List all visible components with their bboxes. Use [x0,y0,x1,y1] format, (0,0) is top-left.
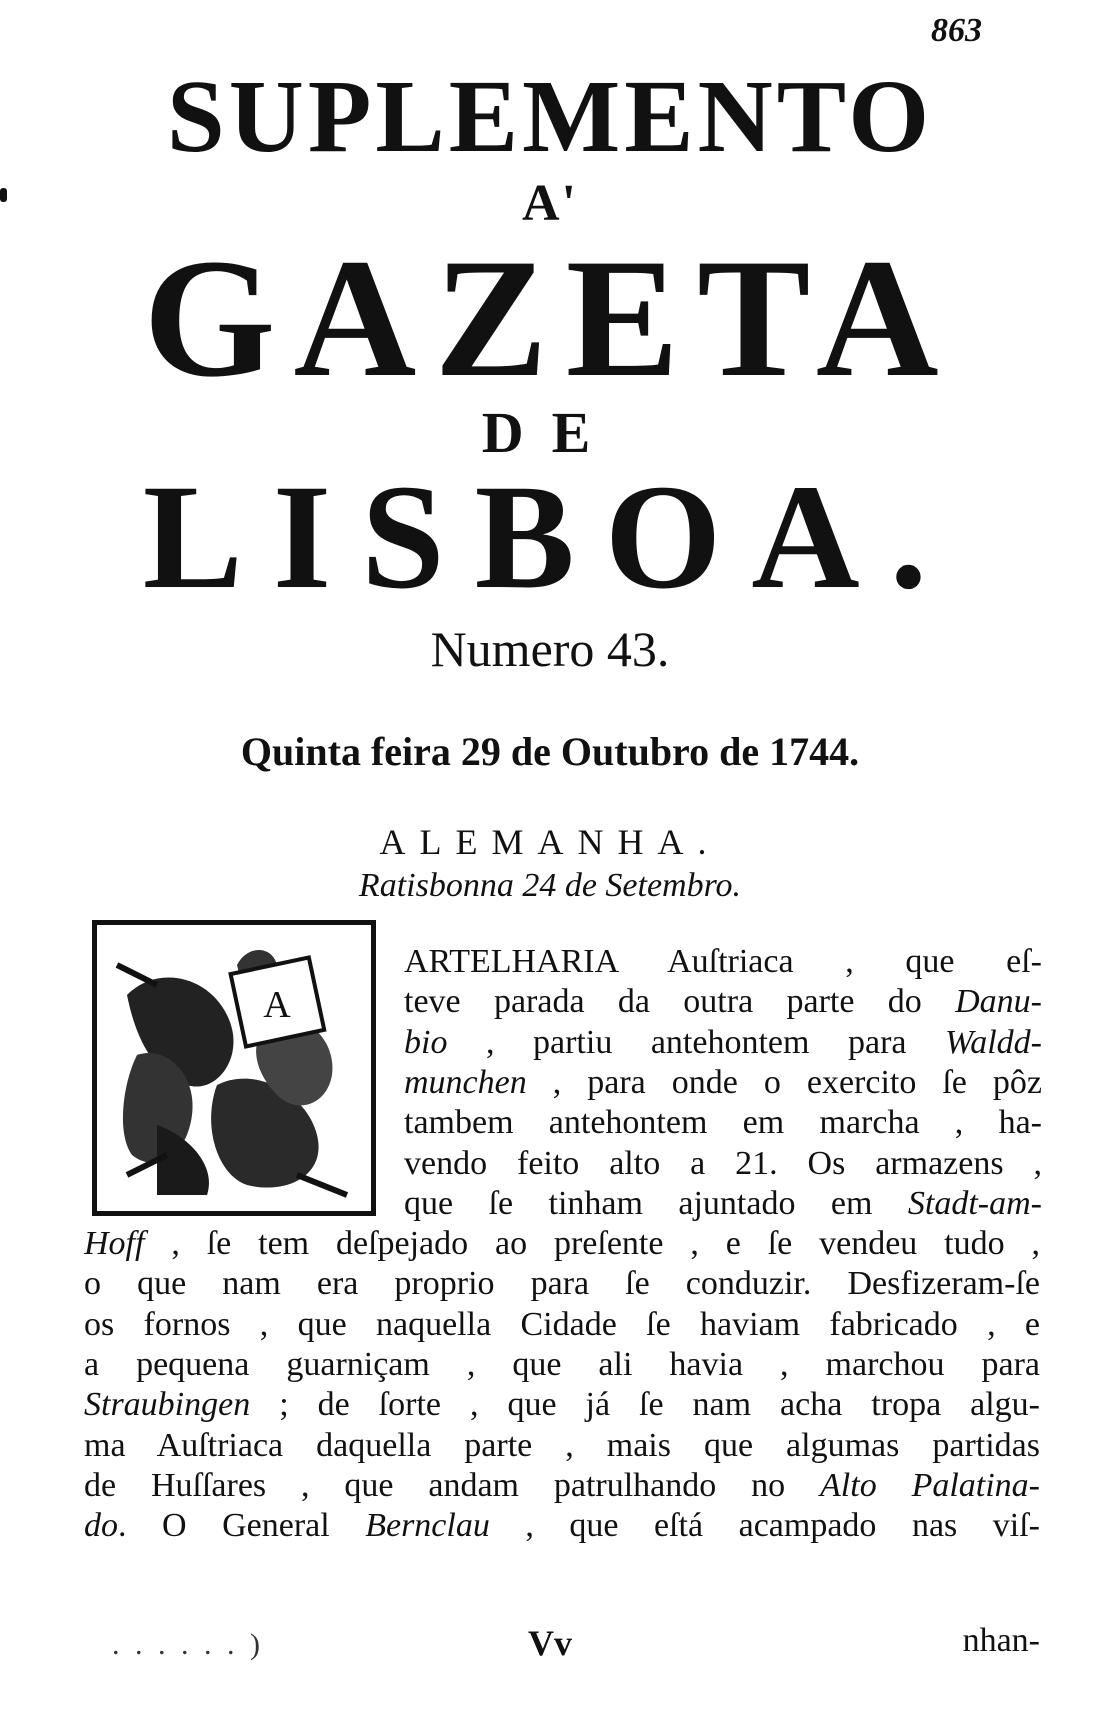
body-line [84,1506,1040,1546]
body-text-segment: o que nam era proprio para ſe conduzir. Desfizeram-ſe [84,1265,1040,1303]
body-line [84,1426,1040,1466]
body-text-segment: ARTELHARIA Auſtriaca , que eſ- [404,943,1042,980]
italic-text: bio [404,1023,448,1061]
body-text-segment: que ſe tinham ajuntado em [404,1184,908,1222]
body-line [404,1184,1042,1224]
body-text-segment: ; de ſorte , que já ſe nam acha tropa algu- [250,1386,1040,1424]
masthead-de: DE [481,400,619,465]
issue-date: Quinta feira 29 de Outubro de 1744. [240,729,860,774]
body-text-segment: vendo feito alto a 21. Os armazens , [404,1144,1042,1182]
body-line [84,1385,1040,1425]
italic-text: Straubingen [84,1386,251,1424]
masthead-a: A' [522,175,578,232]
masthead-suplemento: SUPLEMENTO [166,59,934,174]
initial-letter: A [263,984,291,1026]
body-text-segment: . O General [118,1507,366,1545]
body-text-segment: a pequena guarniçam , que ali havia , marchou para [84,1346,1040,1383]
body-line [84,1264,1040,1304]
body-line [84,1305,1040,1345]
body-text-segment: , partiu antehontem para [447,1023,946,1061]
section-heading: ALEMANHA. [379,822,721,862]
body-text-segment: , para onde o exercito ſe pôz [526,1063,1042,1101]
decorated-initial [92,920,376,1216]
body-line [404,942,1042,982]
body-text-segment: teve parada da outra parte do [404,983,956,1021]
body-text-segment: ma Auſtriaca daquella parte , mais que algumas partidas [84,1426,1040,1464]
body-line [404,1023,1042,1063]
article-dateline: Ratisbonna 24 de Setembro. [358,867,742,904]
issue-number: Numero 43. [430,621,670,677]
italic-text: Stadt-am- [907,1184,1042,1222]
body-text-segment: tambem antehontem em marcha , ha- [404,1104,1042,1142]
body-text-segment: , que eſtá acampado nas viſ- [489,1507,1040,1545]
italic-text: Waldd- [945,1023,1042,1061]
masthead-gazeta: GAZETA [143,224,957,412]
body-line [404,982,1042,1022]
signature-mark: Vv [528,1623,572,1663]
body-line [84,1345,1040,1385]
ornament-illustration-icon [97,925,371,1211]
italic-text: do [84,1507,118,1545]
body-line [84,1224,1040,1264]
italic-text: munchen [404,1063,527,1101]
italic-text: Danu- [955,983,1042,1021]
footer-smudge: . . . . . . ) [112,1628,264,1661]
italic-text: Bernclau [365,1507,490,1545]
page-number: 863 [931,12,982,49]
body-line [84,1466,1040,1506]
catchword: nhan- [962,1622,1040,1659]
body-line [404,1063,1042,1103]
body-text-segment: de Huſſares , que andam patrulhando no [84,1466,821,1504]
body-text-segment: os fornos , que naquella Cidade ſe haviam fabricado , e [84,1305,1040,1343]
body-line [404,1103,1042,1143]
body-text-segment: , ſe tem deſpejado ao preſente , e ſe vendeu tudo , [144,1225,1040,1263]
italic-text: Hoff [84,1225,145,1263]
body-line [404,1144,1042,1184]
italic-text: Alto Palatina- [820,1466,1040,1504]
masthead-lisboa: LISBOA. [142,454,958,620]
